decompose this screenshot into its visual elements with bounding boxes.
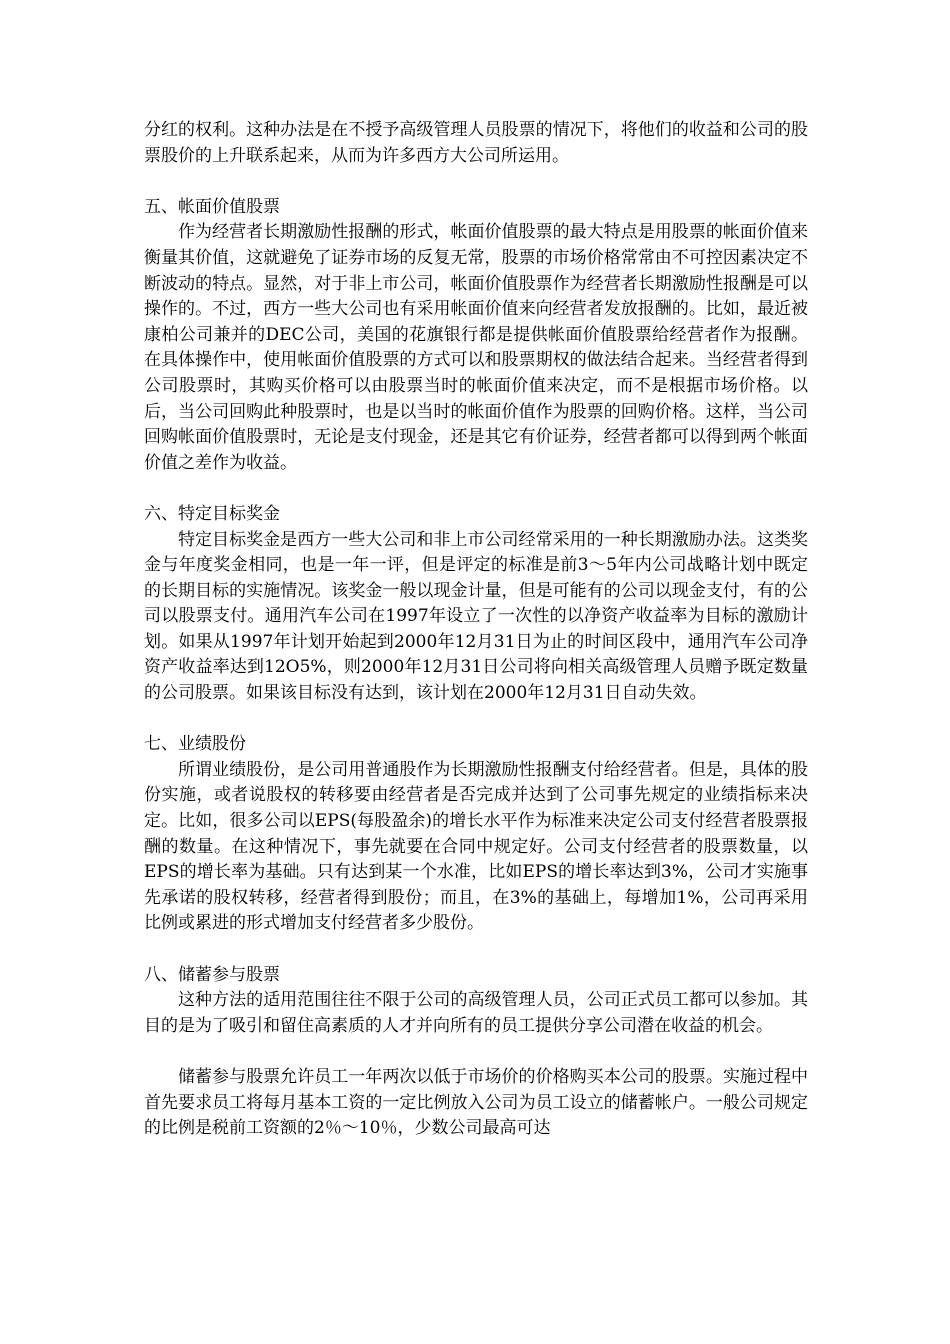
paragraph-gap: [144, 169, 808, 195]
document-page: [144, 118, 808, 1142]
section-8-paragraph-2: 储蓄参与股票允许员工一年两次以低于市场价的价格购买本公司的股票。实施过程中首先要求员工将每月基本工资的一定比例放入公司为员工设立的储蓄帐户。一般公司规定的比例是税前工资额的2％～10％，少数公司最高可达: [144, 1066, 808, 1139]
paragraph-gap: [144, 1039, 808, 1065]
section-heading-6: 六、特定目标奖金: [144, 503, 280, 524]
section-heading-7: 七、业绩股份: [144, 734, 246, 755]
section-7-paragraph: 所谓业绩股份，是公司用普通股作为长期激励性报酬支付给经营者。但是，具体的股份实施，或者说股权的转移要由经营者是否完成并达到了公司事先规定的业绩指标来决定。比如，很多公司以EPS(每股盈余)的增长水平作为标准来决定公司支付经营者股票报酬的数量。在这种情况下，事先就要在合同中规定好。公司支付经营者的股票数量，以EPS的增长率为基础。只有达到某一个水准，比如EPS的增长率达到3%，公司才实施事先承诺的股权转移，经营者得到股份；而且，在3%的基础上，每增加1%，公司再采用比例或累进的形式增加支付经营者多少股份。: [144, 759, 808, 934]
intro-paragraph: 分红的权利。这种办法是在不授予高级管理人员股票的情况下，将他们的收益和公司的股票股价的上升联系起来，从而为许多西方大公司所运用。: [144, 120, 808, 166]
section-8-paragraph-1: 这种方法的适用范围往往不限于公司的高级管理人员，公司正式员工都可以参加。其目的是为了吸引和留住高素质的人才并向所有的员工提供分享公司潜在收益的机会。: [144, 990, 808, 1036]
section-heading-5: 五、帐面价值股票: [144, 196, 280, 217]
paragraph-gap: [144, 937, 808, 963]
paragraph-gap: [144, 707, 808, 733]
section-5-paragraph: 作为经营者长期激励性报酬的形式，帐面价值股票的最大特点是用股票的帐面价值来衡量其价值，这就避免了证券市场的反复无常，股票的市场价格常常由不可控因素决定不断波动的特点。显然，对于非上市公司，帐面价值股票作为经营者长期激励性报酬是可以操作的。不过，西方一些大公司也有采用帐面价值来向经营者发放报酬的。比如，最近被康柏公司兼并的DEC公司，美国的花旗银行都是提供帐面价值股票给经营者作为报酬。在具体操作中，使用帐面价值股票的方式可以和股票期权的做法结合起来。当经营者得到公司股票时，其购买价格可以由股票当时的帐面价值来决定，而不是根据市场价格。以后，当公司回购此种股票时，也是以当时的帐面价值作为股票的回购价格。这样，当公司回购帐面价值股票时，无论是支付现金，还是其它有价证券，经营者都可以得到两个帐面价值之差作为收益。: [144, 222, 808, 473]
paragraph-gap: [144, 476, 808, 502]
section-6-paragraph: 特定目标奖金是西方一些大公司和非上市公司经常采用的一种长期激励办法。这类奖金与年度奖金相同，也是一年一评，但是评定的标准是前3～5年内公司战略计划中既定的长期目标的实施情况。该奖金一般以现金计量，但是可能有的公司以现金支付，有的公司以股票支付。通用汽车公司在1997年设立了一次性的以净资产收益率为目标的激励计划。如果从1997年计划开始起到2000年12月31日为止的时间区段中，通用汽车公司净资产收益率达到12O5%，则2000年12月31日公司将向相关高级管理人员赠予既定数量的公司股票。如果该目标没有达到，该计划在2000年12月31日自动失效。: [144, 529, 808, 704]
section-heading-8: 八、储蓄参与股票: [144, 964, 280, 985]
